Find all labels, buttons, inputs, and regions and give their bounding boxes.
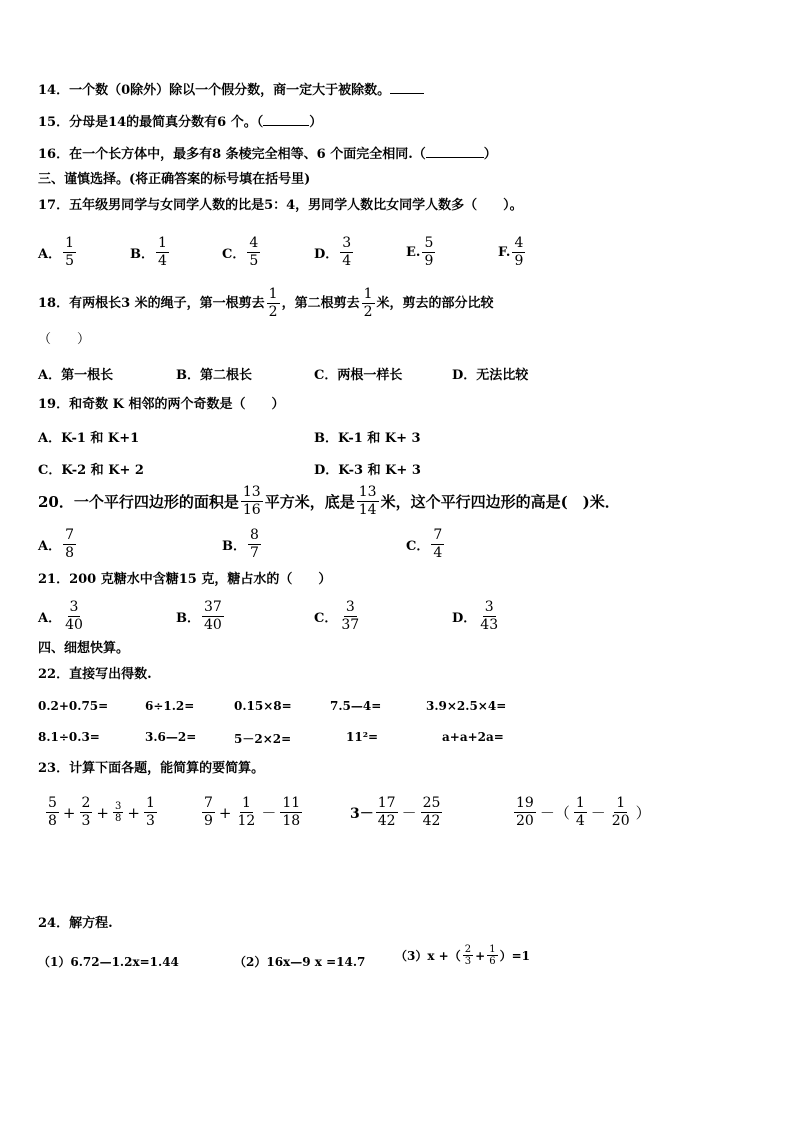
denominator: 9 [204, 813, 213, 829]
denominator: 8 [115, 813, 122, 824]
section-4-heading: 四、细想快算。 [38, 641, 130, 656]
denominator: 42 [377, 813, 396, 829]
q17-option-f[interactable] [498, 235, 527, 270]
denominator: 40 [65, 617, 83, 633]
denominator: 20 [611, 813, 630, 829]
close-paren: ） [635, 804, 651, 822]
numerator: 3 [342, 235, 352, 251]
fraction [431, 527, 444, 562]
equation-1: （1）6.72—1.2x=1.44 [38, 955, 179, 969]
fraction [422, 235, 435, 270]
fraction [512, 235, 525, 270]
fraction [63, 599, 85, 634]
q21-option-d[interactable] [452, 599, 502, 634]
fraction [241, 484, 263, 519]
q17-option-b[interactable] [130, 235, 171, 270]
numerator: 1 [65, 235, 75, 251]
minus-sign: － [590, 804, 606, 822]
numerator: 4 [249, 235, 259, 251]
fraction [376, 795, 398, 830]
numerator: 5 [424, 235, 434, 251]
denominator: 3 [81, 813, 91, 829]
q18-option-a[interactable]: A．第一根长 [38, 368, 114, 383]
denominator: 16 [242, 502, 261, 518]
minus-sign: － [261, 804, 277, 822]
equation-2: （2）16x—9 x =14.7 [234, 955, 366, 969]
fraction [63, 235, 76, 270]
section-3-heading: 三、谨慎选择。(将正确答案的标号填在括号里) [38, 172, 311, 187]
question-19: 19．和奇数 K 相邻的两个奇数是（ ） [38, 397, 285, 412]
question-15-text: 15．分母是14的最简真分数有6 个。（ [38, 115, 264, 130]
minus-paren: －（ [539, 804, 570, 822]
numerator: 8 [250, 527, 259, 543]
denominator: 8 [48, 813, 57, 829]
denominator: 9 [424, 253, 434, 269]
numerator: 5 [48, 795, 57, 811]
numerator: 1 [241, 795, 251, 811]
question-14-text: 14．一个数（0除外）除以一个假分数，商一定大于被除数。 [38, 83, 391, 98]
calc-item: 3.6—2= [145, 730, 197, 744]
denominator: 4 [342, 253, 352, 269]
numerator: 3 [484, 599, 494, 615]
denominator: 7 [250, 545, 259, 561]
answer-blank-15[interactable] [263, 125, 309, 126]
plus-sign: + [62, 803, 76, 822]
option-label: B． [130, 247, 154, 262]
fraction [340, 235, 353, 270]
fraction [421, 795, 443, 830]
fraction [514, 795, 536, 830]
numerator: 19 [516, 795, 534, 811]
denominator: 42 [422, 813, 441, 829]
expression-2 [200, 795, 304, 830]
q21-option-b[interactable] [176, 599, 226, 634]
fraction [478, 599, 500, 634]
fraction [80, 795, 93, 830]
fraction [113, 801, 123, 824]
option-label: A． [38, 247, 62, 262]
numerator: 1 [575, 795, 585, 811]
numerator: 17 [377, 795, 396, 811]
fraction [202, 599, 224, 634]
question-15-close: ） [309, 115, 323, 130]
denominator: 12 [237, 813, 256, 829]
q21-option-a[interactable] [38, 599, 87, 634]
question-20-part-3: 米，这个平行四边形的高是( )米． [380, 492, 620, 511]
numerator: 11 [282, 795, 301, 811]
numerator: 3 [115, 801, 122, 812]
expression-1 [44, 795, 159, 830]
option-label: B． [222, 539, 246, 554]
fraction [236, 795, 258, 830]
question-23: 23．计算下面各题，能简算的要简算。 [38, 761, 265, 776]
numerator: 1 [489, 944, 496, 955]
option-label: E. [406, 245, 421, 260]
denominator: 3 [464, 956, 472, 967]
denominator: 5 [249, 253, 259, 269]
answer-blank-14[interactable] [390, 93, 424, 94]
option-label: C． [222, 247, 246, 262]
answer-blank-16[interactable] [426, 157, 484, 158]
denominator: 2 [268, 304, 278, 320]
calc-item: 5－2×2= [234, 732, 292, 746]
fraction [357, 484, 379, 519]
fraction [610, 795, 632, 830]
numerator: 1 [363, 286, 373, 302]
question-18-part-1: 18．有两根长3 米的绳子，第一根剪去 [38, 295, 265, 311]
q19-option-d[interactable]: D．K-3 和 K+ 3 [314, 463, 421, 478]
question-24: 24．解方程. [38, 916, 113, 931]
denominator: 9 [514, 253, 524, 269]
numerator: 7 [433, 527, 443, 543]
expression-3 [350, 795, 444, 830]
numerator: 13 [358, 484, 377, 500]
numerator: 1 [616, 795, 626, 811]
fraction [463, 944, 473, 967]
fraction [487, 944, 497, 967]
option-label: D． [452, 611, 477, 626]
denominator: 6 [489, 956, 496, 967]
question-16-text: 16．在一个长方体中，最多有8 条棱完全相等、6 个面完全相同.（ [38, 147, 426, 162]
denominator: 8 [65, 545, 75, 561]
calc-item: 0.15×8= [234, 699, 292, 713]
q17-option-e[interactable] [406, 235, 437, 270]
minus-sign: － [401, 804, 417, 822]
denominator: 43 [480, 617, 499, 633]
numerator: 2 [464, 944, 472, 955]
numerator: 3 [345, 599, 355, 615]
question-14 [38, 82, 424, 100]
denominator: 4 [433, 545, 443, 561]
equation-3 [395, 944, 530, 967]
fraction [202, 795, 215, 830]
fraction [144, 795, 157, 830]
fraction [280, 795, 302, 830]
calc-item: 3.9×2.5×4= [426, 699, 507, 713]
q20-option-c[interactable] [406, 527, 446, 562]
numerator: 1 [145, 795, 155, 811]
question-21: 21．200 克糖水中含糖15 克，糖占水的（ ） [38, 572, 332, 587]
fraction [248, 527, 261, 562]
plus-sign: + [218, 803, 232, 822]
option-label: C． [314, 611, 338, 626]
question-22: 22．直接写出得数. [38, 667, 152, 682]
denominator: 18 [282, 813, 301, 829]
expression-lead: 3－ [350, 805, 374, 822]
q18-option-c[interactable]: C．两根一样长 [314, 368, 403, 383]
denominator: 4 [575, 813, 585, 829]
fraction [63, 527, 76, 562]
option-label: C． [406, 539, 430, 554]
question-16 [38, 146, 497, 164]
q21-option-c[interactable] [314, 599, 363, 634]
fraction [156, 235, 169, 270]
plus-sign: + [127, 803, 140, 822]
q19-option-c[interactable]: C．K-2 和 K+ 2 [38, 463, 144, 478]
numerator: 13 [242, 484, 261, 500]
q18-option-d[interactable]: D．无法比较 [452, 368, 529, 383]
option-label: A． [38, 611, 62, 626]
question-18-part-2: ，第二根剪去 [281, 295, 360, 311]
q18-option-b[interactable]: B．第二根长 [176, 368, 252, 383]
denominator: 14 [358, 502, 377, 518]
denominator: 2 [363, 304, 373, 320]
question-20 [38, 484, 620, 519]
fraction [339, 599, 361, 634]
question-18-part-3: 米，剪去的部分比较 [376, 295, 494, 311]
fraction [247, 235, 260, 270]
option-label: D． [314, 247, 339, 262]
question-18 [38, 286, 494, 321]
numerator: 4 [514, 235, 524, 251]
numerator: 37 [204, 599, 222, 615]
q20-option-b[interactable] [222, 527, 263, 562]
numerator: 7 [65, 527, 75, 543]
question-15 [38, 114, 322, 132]
q19-option-a[interactable]: A．K-1 和 K+1 [38, 431, 140, 446]
fraction [46, 795, 59, 830]
q19-option-b[interactable]: B．K-1 和 K+ 3 [314, 431, 421, 446]
q20-option-a[interactable] [38, 527, 78, 562]
q17-option-a[interactable] [38, 235, 78, 270]
numerator: 1 [268, 286, 278, 302]
numerator: 7 [204, 795, 213, 811]
denominator: 37 [341, 617, 360, 633]
denominator: 40 [204, 617, 222, 633]
calc-item: a+a+2a= [442, 730, 504, 744]
calc-item: 8.1÷0.3= [38, 730, 100, 744]
question-18-answer-paren[interactable]: （ ） [38, 332, 91, 347]
denominator: 5 [65, 253, 75, 269]
numerator: 25 [422, 795, 441, 811]
fraction [362, 286, 375, 321]
fraction [267, 286, 280, 321]
option-label: B． [176, 611, 200, 626]
question-20-part-1: 20．一个平行四边形的面积是 [38, 492, 239, 511]
question-20-part-2: 平方米，底是 [264, 492, 355, 511]
plus-sign: + [96, 803, 109, 822]
denominator: 4 [158, 253, 167, 269]
option-label: F. [498, 245, 511, 260]
fraction [574, 795, 587, 830]
plus-sign: + [475, 948, 486, 963]
numerator: 1 [158, 235, 167, 251]
calc-item: 7.5—4= [330, 699, 382, 713]
equation-3-part-1: （3）x +（ [395, 949, 461, 963]
question-16-close: ） [483, 147, 497, 162]
option-label: A． [38, 539, 62, 554]
numerator: 2 [81, 795, 91, 811]
denominator: 3 [145, 813, 155, 829]
denominator: 20 [516, 813, 534, 829]
calc-item: 0.2+0.75= [38, 699, 109, 713]
q17-option-d[interactable] [314, 235, 355, 270]
equation-3-part-2: ）=1 [499, 949, 530, 963]
expression-4 [512, 795, 653, 830]
question-17: 17．五年级男同学与女同学人数的比是5：4，男同学人数比女同学人数多（ ）。 [38, 198, 523, 213]
calc-item: 11²= [346, 730, 379, 744]
numerator: 3 [69, 599, 79, 615]
calc-item: 6÷1.2= [145, 699, 195, 713]
q17-option-c[interactable] [222, 235, 262, 270]
